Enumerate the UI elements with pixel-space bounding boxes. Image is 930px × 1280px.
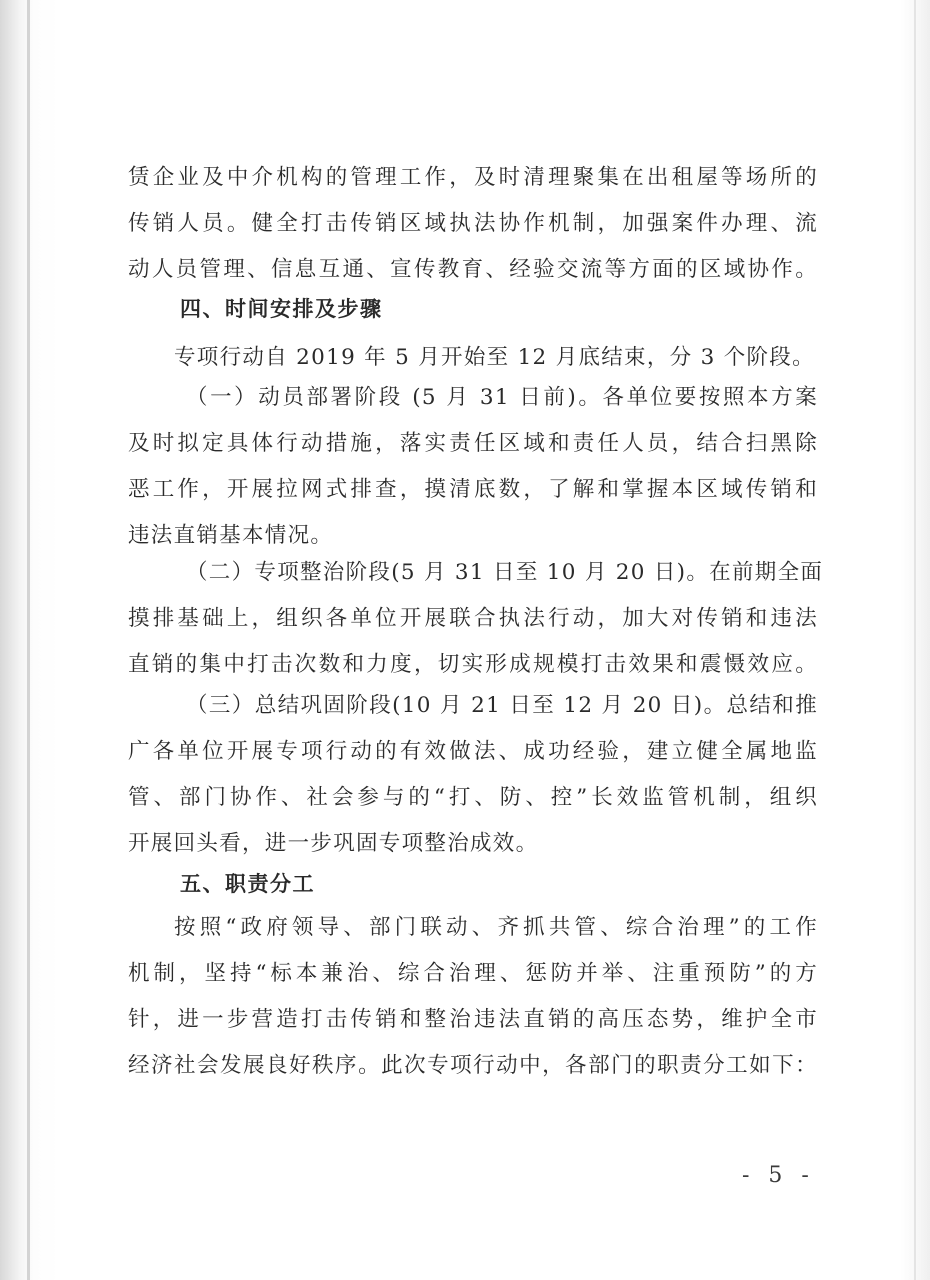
paragraph-line: 广各单位开展专项行动的有效做法、成功经验，建立健全属地监 (128, 739, 818, 764)
page-edge-shadow (914, 0, 916, 1280)
paragraph-line: 传销人员。健全打击传销区域执法协作机制，加强案件办理、流 (128, 211, 818, 236)
section-heading-responsibilities: 五、职责分工 (180, 872, 315, 896)
page-number: - 5 - (742, 1163, 815, 1188)
paragraph-line: 违法直销基本情况。 (128, 523, 334, 548)
paragraph-line: 恶工作，开展拉网式排查，摸清底数，了解和掌握本区域传销和 (128, 477, 818, 502)
binding-edge-shadow (27, 0, 30, 1280)
paragraph-line: （三）总结巩固阶段(10 月 21 日至 12 月 20 日)。总结和推 (186, 693, 818, 718)
paragraph-stage-one (128, 375, 818, 559)
paragraph-line: 及时拟定具体行动措施，落实责任区域和责任人员，结合扫黑除 (128, 431, 818, 456)
paragraph-line: 开展回头看，进一步巩固专项整治成效。 (128, 831, 539, 856)
paragraph-line: 按照“政府领导、部门联动、齐抓共管、综合治理”的工作 (174, 915, 818, 940)
paragraph-line: 经济社会发展良好秩序。此次专项行动中，各部门的职责分工如下： (128, 1053, 818, 1078)
paragraph-line: 机制，坚持“标本兼治、综合治理、惩防并举、注重预防”的方 (128, 961, 818, 986)
paragraph-line: （一）动员部署阶段 (5 月 31 日前)。各单位要按照本方案 (186, 385, 818, 410)
paragraph-stage-three (128, 683, 818, 867)
paragraph-line: 专项行动自 2019 年 5 月开始至 12 月底结束，分 3 个阶段。 (174, 345, 815, 370)
paragraph-line: （二）专项整治阶段(5 月 31 日至 10 月 20 日)。在前期全面 (186, 560, 824, 585)
paragraph-line: 赁企业及中介机构的管理工作，及时清理聚集在出租屋等场所的 (128, 165, 818, 190)
paragraph-line: 动人员管理、信息互通、宣传教育、经验交流等方面的区域协作。 (128, 257, 818, 282)
paragraph-line: 直销的集中打击次数和力度，切实形成规模打击效果和震慑效应。 (128, 652, 818, 677)
paragraph-line: 针，进一步营造打击传销和整治违法直销的高压态势，维护全市 (128, 1007, 818, 1032)
paragraph-line: 管、部门协作、社会参与的“打、防、控”长效监管机制，组织 (128, 785, 818, 810)
paragraph-continuation (128, 155, 818, 293)
paragraph-responsibilities (128, 905, 818, 1089)
paragraph-line: 摸排基础上，组织各单位开展联合执法行动，加大对传销和违法 (128, 606, 818, 631)
paragraph-stage-two (128, 550, 824, 688)
section-heading-schedule: 四、时间安排及步骤 (180, 297, 383, 321)
